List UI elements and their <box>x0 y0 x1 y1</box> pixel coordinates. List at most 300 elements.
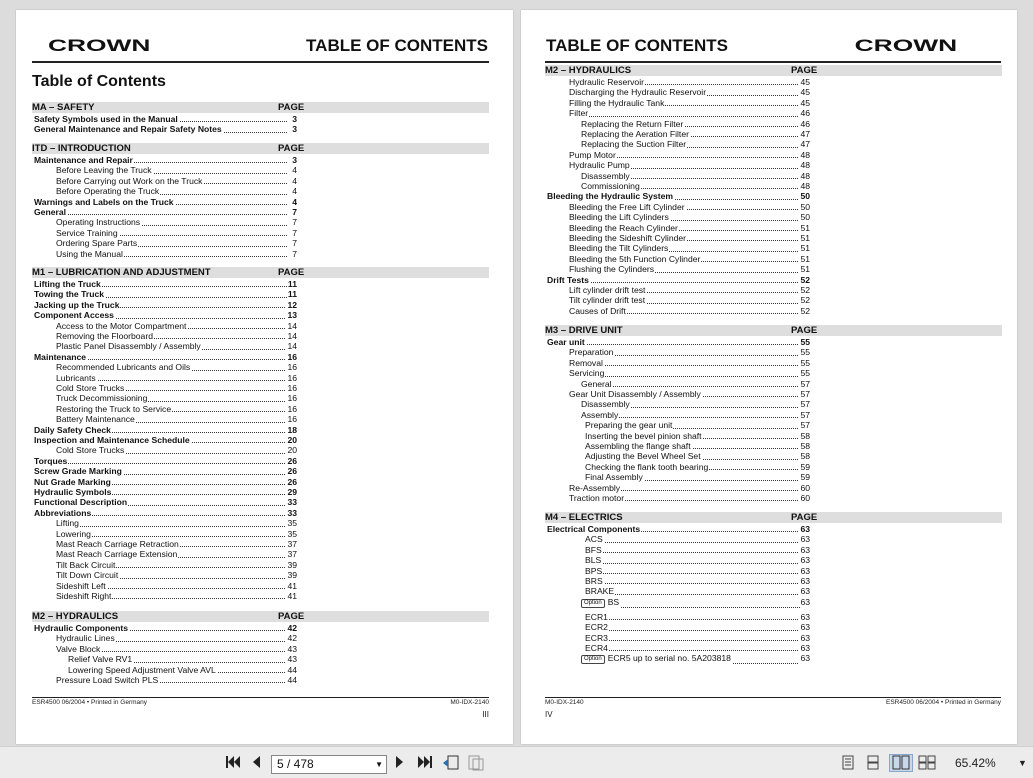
toc-entry[interactable] <box>56 518 297 528</box>
toc-entry-title: Flushing the Cylinders <box>569 264 655 275</box>
toc-entry[interactable] <box>34 155 297 165</box>
toc-entry[interactable] <box>34 352 297 362</box>
toc-entry-page: 63 <box>800 632 810 643</box>
toc-entry[interactable] <box>569 160 810 170</box>
toc-entry[interactable] <box>547 275 810 285</box>
toc-entry-title: Lifting the Truck <box>34 279 101 289</box>
toc-entry[interactable] <box>56 186 297 196</box>
toc-entry[interactable] <box>569 212 810 222</box>
toc-entry[interactable] <box>34 623 297 633</box>
toc-entry[interactable] <box>34 425 297 435</box>
toc-entry[interactable] <box>56 633 297 643</box>
section-title: M4 – ELECTRICS <box>545 512 623 523</box>
toc-entry[interactable] <box>547 191 810 201</box>
toc-entry-title: Hydraulic Lines <box>56 633 115 644</box>
toc-entry[interactable] <box>56 249 297 259</box>
toc-entry-page: 16 <box>287 362 297 373</box>
toc-entry-title: Ordering Spare Parts <box>56 238 138 249</box>
toc-entry[interactable] <box>34 289 297 299</box>
toc-entry-title: Mast Reach Carriage Retraction <box>56 539 179 549</box>
toc-entry-page: 44 <box>287 664 297 675</box>
dot-leader <box>585 594 800 595</box>
toc-entry[interactable] <box>56 321 297 331</box>
toc-entry-title: Bleeding the Sideshift Cylinder <box>569 233 687 243</box>
toc-entry[interactable] <box>569 98 810 108</box>
toc-entry[interactable] <box>56 414 297 424</box>
toc-entry-page: 45 <box>800 97 810 108</box>
toc-entry-page: 14 <box>287 331 297 341</box>
toc-entry[interactable] <box>56 581 297 591</box>
toc-entry-title: Before Operating the Truck <box>56 186 160 197</box>
toc-entry[interactable] <box>569 202 810 212</box>
section-title: M3 – DRIVE UNIT <box>545 325 623 336</box>
toc-entry[interactable] <box>34 435 297 445</box>
toc-entry-page: 7 <box>292 227 297 238</box>
toc-entry[interactable] <box>34 207 297 217</box>
section-title: M2 – HYDRAULICS <box>32 611 119 622</box>
chevron-down-icon[interactable]: ▼ <box>375 760 383 769</box>
toc-entry[interactable] <box>56 560 297 570</box>
toc-entry[interactable] <box>34 310 297 320</box>
toc-entry-title: Final Assembly <box>585 472 643 483</box>
toc-entry-title: Battery Maintenance <box>56 414 135 425</box>
toc-entry-page: 48 <box>800 170 810 181</box>
section-title: ITD – INTRODUCTION <box>32 143 131 154</box>
toc-entry-page: 58 <box>800 441 810 451</box>
viewer-toolbar <box>0 746 1033 778</box>
toc-entry-title: Service Training <box>56 227 118 238</box>
toc-entry[interactable] <box>585 545 810 555</box>
toc-entry[interactable] <box>569 108 810 118</box>
toc-entry[interactable] <box>56 644 297 654</box>
toc-entry-page: 4 <box>292 196 297 207</box>
toc-entry[interactable] <box>585 420 810 430</box>
zoom-level[interactable]: 65.42% <box>955 756 996 770</box>
toc-entry[interactable] <box>569 264 810 274</box>
toc-entry-title: Replacing the Suction Filter <box>581 139 687 150</box>
toc-entry[interactable] <box>581 379 810 389</box>
toc-entry[interactable] <box>56 362 297 372</box>
toc-entry-title: Bleeding the 5th Function Cylinder <box>569 253 701 264</box>
dot-leader <box>585 583 800 584</box>
toc-entry[interactable] <box>34 114 297 124</box>
dot-leader <box>585 542 800 543</box>
toc-entry-title: Lowering Speed Adjustment Valve AVL <box>68 664 216 675</box>
pdf-page-left <box>16 10 513 744</box>
toc-entry-page: 63 <box>800 653 810 664</box>
toc-entry-page: 26 <box>287 466 297 477</box>
page-number-value: 5 / 478 <box>277 757 314 771</box>
dot-leader <box>56 526 287 527</box>
toc-entry[interactable] <box>34 508 297 518</box>
toc-entry[interactable] <box>585 534 810 544</box>
toc-entry-page: 3 <box>292 124 297 135</box>
toc-entry-title: Screw Grade Marking <box>34 466 122 477</box>
toc-entry-page: 20 <box>287 435 297 445</box>
toc-entry[interactable] <box>581 410 810 420</box>
go-back-icon[interactable] <box>442 755 460 771</box>
toc-entry-page: 14 <box>287 341 297 352</box>
toc-entry-page: 63 <box>800 596 810 607</box>
toc-entry-title: Towing the Truck <box>34 289 105 300</box>
toc-entry-page: 57 <box>800 389 810 399</box>
toc-entry-page: 35 <box>287 528 297 539</box>
zoom-dropdown-icon[interactable]: ▼ <box>1018 758 1027 768</box>
section-header <box>32 267 489 278</box>
toc-entry-page: 47 <box>800 129 810 139</box>
toc-entry-title: General Maintenance and Repair Safety Notes <box>34 124 222 135</box>
toc-entry-title: Option BS <box>581 597 620 608</box>
toc-entry-title: Checking the flank tooth bearing <box>585 461 709 472</box>
dot-leader <box>569 116 800 117</box>
toc-entry-page: 7 <box>292 238 297 249</box>
toc-entry-title: Preparing the gear unit <box>585 420 673 431</box>
toc-entry[interactable] <box>585 472 810 482</box>
toc-entry[interactable] <box>569 295 810 305</box>
toc-entry-title: Removal <box>569 357 603 368</box>
toc-entry-title: BRAKE <box>585 586 615 597</box>
toc-entry-page: 52 <box>800 305 810 316</box>
toc-entry-page: 29 <box>287 487 297 497</box>
toc-entry-page: 11 <box>287 289 297 300</box>
toc-entry-title: Drift Tests <box>547 274 589 285</box>
toc-entry-title: Bleeding the Lift Cylinders <box>569 212 669 223</box>
toc-entry-title: Tilt Back Circuit <box>56 559 116 570</box>
toc-entry-page: 39 <box>287 559 297 570</box>
toc-entry[interactable] <box>569 77 810 87</box>
toc-entry[interactable] <box>569 483 810 493</box>
page-number: III <box>482 710 489 719</box>
toc-entry[interactable] <box>585 451 810 461</box>
toc-entry-page: 13 <box>287 310 297 321</box>
crown-logo: CROWN <box>48 36 151 55</box>
toc-entry-page: 46 <box>800 118 810 129</box>
toc-entry-title: Relief Valve RV1 <box>68 654 133 665</box>
toc-entry-title: Sideshift Right <box>56 591 112 601</box>
page-title: Table of Contents <box>32 73 166 90</box>
toc-entry[interactable] <box>581 399 810 409</box>
toc-entry[interactable] <box>569 347 810 357</box>
two-page-view-icon[interactable] <box>889 754 913 772</box>
toc-entry[interactable] <box>34 466 297 476</box>
toc-entry-title: Recommended Lubricants and Oils <box>56 362 191 373</box>
toc-entry-page: 60 <box>800 482 810 493</box>
section-header <box>32 143 489 154</box>
toc-entry-page: 7 <box>292 207 297 217</box>
section-page-label: PAGE <box>791 325 818 336</box>
toc-entry-title: Disassembly <box>581 399 630 410</box>
toc-entry-page: 52 <box>800 274 810 285</box>
toc-entry-title: Filling the Hydraulic Tank <box>569 97 665 108</box>
toc-entry-page: 55 <box>800 337 810 347</box>
toc-entry[interactable] <box>56 217 297 227</box>
toc-entry[interactable] <box>585 633 810 643</box>
toc-entry[interactable] <box>56 529 297 539</box>
toc-entry-title: Using the Manual <box>56 248 123 259</box>
toc-entry-title: Truck Decommissioning <box>56 393 148 404</box>
toc-entry[interactable] <box>581 129 810 139</box>
page-number-field[interactable] <box>271 755 387 774</box>
toc-entry[interactable] <box>569 389 810 399</box>
toc-entry-page: 57 <box>800 378 810 389</box>
toc-entry[interactable] <box>56 539 297 549</box>
toc-entry[interactable] <box>56 238 297 248</box>
toc-entry-title: Lubricants <box>56 372 96 383</box>
toc-entry[interactable] <box>569 233 810 243</box>
toc-entry[interactable] <box>585 566 810 576</box>
toc-entry[interactable] <box>581 597 810 610</box>
page-number: IV <box>545 710 553 719</box>
toc-entry-page: 59 <box>800 472 810 483</box>
toc-entry-page: 33 <box>287 497 297 508</box>
toc-entry[interactable] <box>56 165 297 175</box>
toc-entry[interactable] <box>585 643 810 653</box>
toc-entry[interactable] <box>56 404 297 414</box>
toc-entry[interactable] <box>56 549 297 559</box>
dot-leader <box>585 563 800 564</box>
two-page-continuous-icon[interactable] <box>918 755 936 771</box>
toc-entry-title: Maintenance and Repair <box>34 155 133 165</box>
toc-entry[interactable] <box>585 622 810 632</box>
section-title: M2 – HYDRAULICS <box>545 65 632 76</box>
toc-entry-page: 14 <box>287 320 297 331</box>
toc-entry[interactable] <box>585 612 810 622</box>
toc-entry-page: 63 <box>800 565 810 576</box>
toc-entry[interactable] <box>34 279 297 289</box>
toc-entry-page: 50 <box>800 201 810 212</box>
toc-entry-page: 16 <box>287 383 297 393</box>
toc-entry[interactable] <box>569 306 810 316</box>
toc-entry[interactable] <box>581 139 810 149</box>
toc-entry[interactable] <box>585 576 810 586</box>
toc-entry[interactable] <box>56 393 297 403</box>
section-header <box>545 512 1002 523</box>
toc-entry[interactable] <box>56 341 297 351</box>
toc-entry-page: 52 <box>800 285 810 295</box>
toc-entry[interactable] <box>547 524 810 534</box>
toc-entry[interactable] <box>34 124 297 134</box>
dot-leader <box>585 650 800 651</box>
toc-entry[interactable] <box>569 285 810 295</box>
dot-leader <box>585 630 800 631</box>
toc-entry-page: 4 <box>292 165 297 176</box>
toc-entry-title: Abbreviations <box>34 507 92 518</box>
toc-entry-title: Sideshift Left <box>56 580 106 591</box>
toc-entry[interactable] <box>34 300 297 310</box>
toc-entry-page: 12 <box>287 299 297 310</box>
last-page-icon[interactable] <box>416 755 434 771</box>
toc-entry-page: 7 <box>292 217 297 228</box>
toc-entry-title: Bleeding the Hydraulic System <box>547 191 674 202</box>
toc-entry[interactable] <box>68 665 297 675</box>
toc-entry-page: 63 <box>800 544 810 555</box>
toc-entry-title: Operating Instructions <box>56 217 141 228</box>
toc-entry-page: 58 <box>800 430 810 441</box>
toc-entry[interactable] <box>547 337 810 347</box>
toc-entry-page: 48 <box>800 160 810 171</box>
toc-entry-title: Valve Block <box>56 643 101 654</box>
toc-entry-page: 39 <box>287 570 297 581</box>
toc-entry-title: Torques <box>34 455 68 466</box>
toc-entry[interactable] <box>56 445 297 455</box>
toc-entry-page: 51 <box>800 222 810 233</box>
toc-entry-page: 35 <box>287 518 297 529</box>
footer-rule <box>32 697 489 698</box>
toc-entry-title: Cold Store Trucks <box>56 383 125 393</box>
toc-entry[interactable] <box>569 243 810 253</box>
toc-entry-page: 51 <box>800 243 810 254</box>
toc-entry-title: Gear unit <box>547 337 585 347</box>
toc-entry-page: 11 <box>287 279 297 289</box>
toc-entry-page: 42 <box>287 623 297 633</box>
toc-entry-page: 16 <box>287 393 297 404</box>
footer-right-text: ESR4500 06/2004 • Printed in Germany <box>885 699 1001 706</box>
toc-entry[interactable] <box>569 87 810 97</box>
toc-entry-title: Option ECR5 up to serial no. 5A203818 <box>581 653 732 664</box>
toc-entry-title: Adjusting the Bevel Wheel Set <box>585 451 701 462</box>
toc-entry-title: Nut Grade Marking <box>34 476 111 487</box>
toc-entry-title: Hydraulic Reservoir <box>569 77 644 87</box>
toc-entry[interactable] <box>585 462 810 472</box>
option-badge: Option <box>581 599 605 608</box>
toc-entry-title: Bleeding the Free Lift Cylinder <box>569 201 685 212</box>
dot-leader <box>34 214 287 215</box>
toc-entry[interactable] <box>56 383 297 393</box>
toc-entry-page: 55 <box>800 357 810 368</box>
toc-entry-page: 3 <box>292 114 297 124</box>
toc-entry[interactable] <box>56 176 297 186</box>
toc-entry[interactable] <box>56 228 297 238</box>
toc-entry-page: 46 <box>800 108 810 119</box>
toc-entry-title: Lifting <box>56 518 79 529</box>
toc-entry-title: Bleeding the Tilt Cylinders <box>569 243 669 254</box>
footer-left-text: ESR4500 06/2004 • Printed in Germany <box>32 699 148 706</box>
toc-entry-page: 16 <box>287 414 297 425</box>
toc-entry[interactable] <box>569 223 810 233</box>
section-header <box>32 102 489 113</box>
toc-entry-title: Mast Reach Carriage Extension <box>56 549 178 560</box>
toc-entry-title: Replacing the Aeration Filter <box>581 129 689 139</box>
toc-entry-page: 60 <box>800 493 810 503</box>
section-header <box>545 325 1002 336</box>
toc-entry-page: 41 <box>287 591 297 601</box>
toc-entry-title: Tilt Down Circuit <box>56 570 119 581</box>
continuous-view-icon[interactable] <box>865 755 881 771</box>
toc-entry[interactable] <box>34 477 297 487</box>
toc-entry[interactable] <box>585 555 810 565</box>
toc-entry-page: 57 <box>800 420 810 431</box>
dot-leader <box>585 573 800 574</box>
header-title: TABLE OF CONTENTS <box>306 36 488 55</box>
pdf-page-right <box>521 10 1017 744</box>
toc-entry[interactable] <box>569 493 810 503</box>
toc-entry-title: Disassembly <box>581 170 630 181</box>
toc-entry[interactable] <box>585 441 810 451</box>
toc-entry-page: 63 <box>800 576 810 586</box>
toc-entry-title: ECR3 <box>585 632 608 643</box>
toc-entry-page: 47 <box>800 139 810 150</box>
toc-entry[interactable] <box>68 654 297 664</box>
toc-entry[interactable] <box>56 373 297 383</box>
next-page-icon[interactable] <box>393 755 407 771</box>
toc-entry-title: Lowering <box>56 528 91 539</box>
footer-left-text: M0-IDX-2140 <box>545 699 584 706</box>
dot-leader <box>585 552 800 553</box>
toc-entry[interactable] <box>34 497 297 507</box>
toc-entry[interactable] <box>34 487 297 497</box>
toc-entry-title: Safety Symbols used in the Manual <box>34 114 178 124</box>
toc-entry[interactable] <box>569 368 810 378</box>
toc-entry-page: 51 <box>800 253 810 264</box>
toc-entry[interactable] <box>585 586 810 596</box>
option-badge: Option <box>581 655 605 664</box>
toc-entry[interactable] <box>569 358 810 368</box>
toc-entry-title: Plastic Panel Disassembly / Assembly <box>56 341 201 352</box>
toc-entry-title: ACS <box>585 534 603 545</box>
single-page-view-icon[interactable] <box>840 755 856 771</box>
toc-entry-page: 50 <box>800 191 810 202</box>
toc-entry[interactable] <box>585 431 810 441</box>
toc-entry[interactable] <box>569 150 810 160</box>
toc-entry[interactable] <box>56 570 297 580</box>
toc-entry-page: 57 <box>800 409 810 420</box>
toc-entry[interactable] <box>581 181 810 191</box>
toc-entry-page: 52 <box>800 295 810 306</box>
toc-entry[interactable] <box>581 119 810 129</box>
section-title: MA – SAFETY <box>32 102 95 113</box>
toc-entry-title: Hydraulic Symbols <box>34 487 112 497</box>
toc-entry[interactable] <box>56 591 297 601</box>
header-title: TABLE OF CONTENTS <box>546 36 728 55</box>
toc-entry-title: Preparation <box>569 347 614 358</box>
section-page-label: PAGE <box>278 143 305 154</box>
toc-entry-title: Daily Safety Check <box>34 424 111 435</box>
toc-entry-page: 51 <box>800 233 810 243</box>
go-forward-icon[interactable] <box>467 755 485 771</box>
toc-entry-title: Jacking up the Truck <box>34 299 120 310</box>
toc-entry[interactable] <box>56 331 297 341</box>
toc-entry-page: 37 <box>287 539 297 549</box>
toc-entry[interactable] <box>34 456 297 466</box>
section-page-label: PAGE <box>278 102 305 113</box>
toc-entry-title: Assembly <box>581 409 619 420</box>
toc-entry[interactable] <box>581 653 810 666</box>
toc-entry-title: Gear Unit Disassembly / Assembly <box>569 389 701 399</box>
toc-entry-page: 26 <box>287 476 297 487</box>
toc-entry-title: Maintenance <box>34 351 87 362</box>
toc-entry-page: 26 <box>287 455 297 466</box>
toc-entry-page: 43 <box>287 643 297 654</box>
toc-entry-page: 59 <box>800 461 810 472</box>
footer-rule <box>545 697 1001 698</box>
toc-entry-page: 37 <box>287 549 297 560</box>
toc-entry[interactable] <box>34 197 297 207</box>
toc-entry[interactable] <box>581 171 810 181</box>
toc-entry-title: Inserting the bevel pinion shaft <box>585 430 702 441</box>
toc-entry[interactable] <box>569 254 810 264</box>
header-rule <box>32 61 489 63</box>
toc-entry-page: 58 <box>800 451 810 462</box>
section-header <box>545 65 1002 76</box>
previous-page-icon[interactable] <box>249 755 263 771</box>
toc-entry-title: Traction motor <box>569 493 625 503</box>
toc-entry-title: Before Carrying out Work on the Truck <box>56 175 203 186</box>
first-page-icon[interactable] <box>224 755 242 771</box>
toc-entry-page: 3 <box>292 155 297 165</box>
section-header <box>32 611 489 622</box>
toc-entry[interactable] <box>56 675 297 685</box>
toc-entry-title: ECR2 <box>585 622 608 633</box>
